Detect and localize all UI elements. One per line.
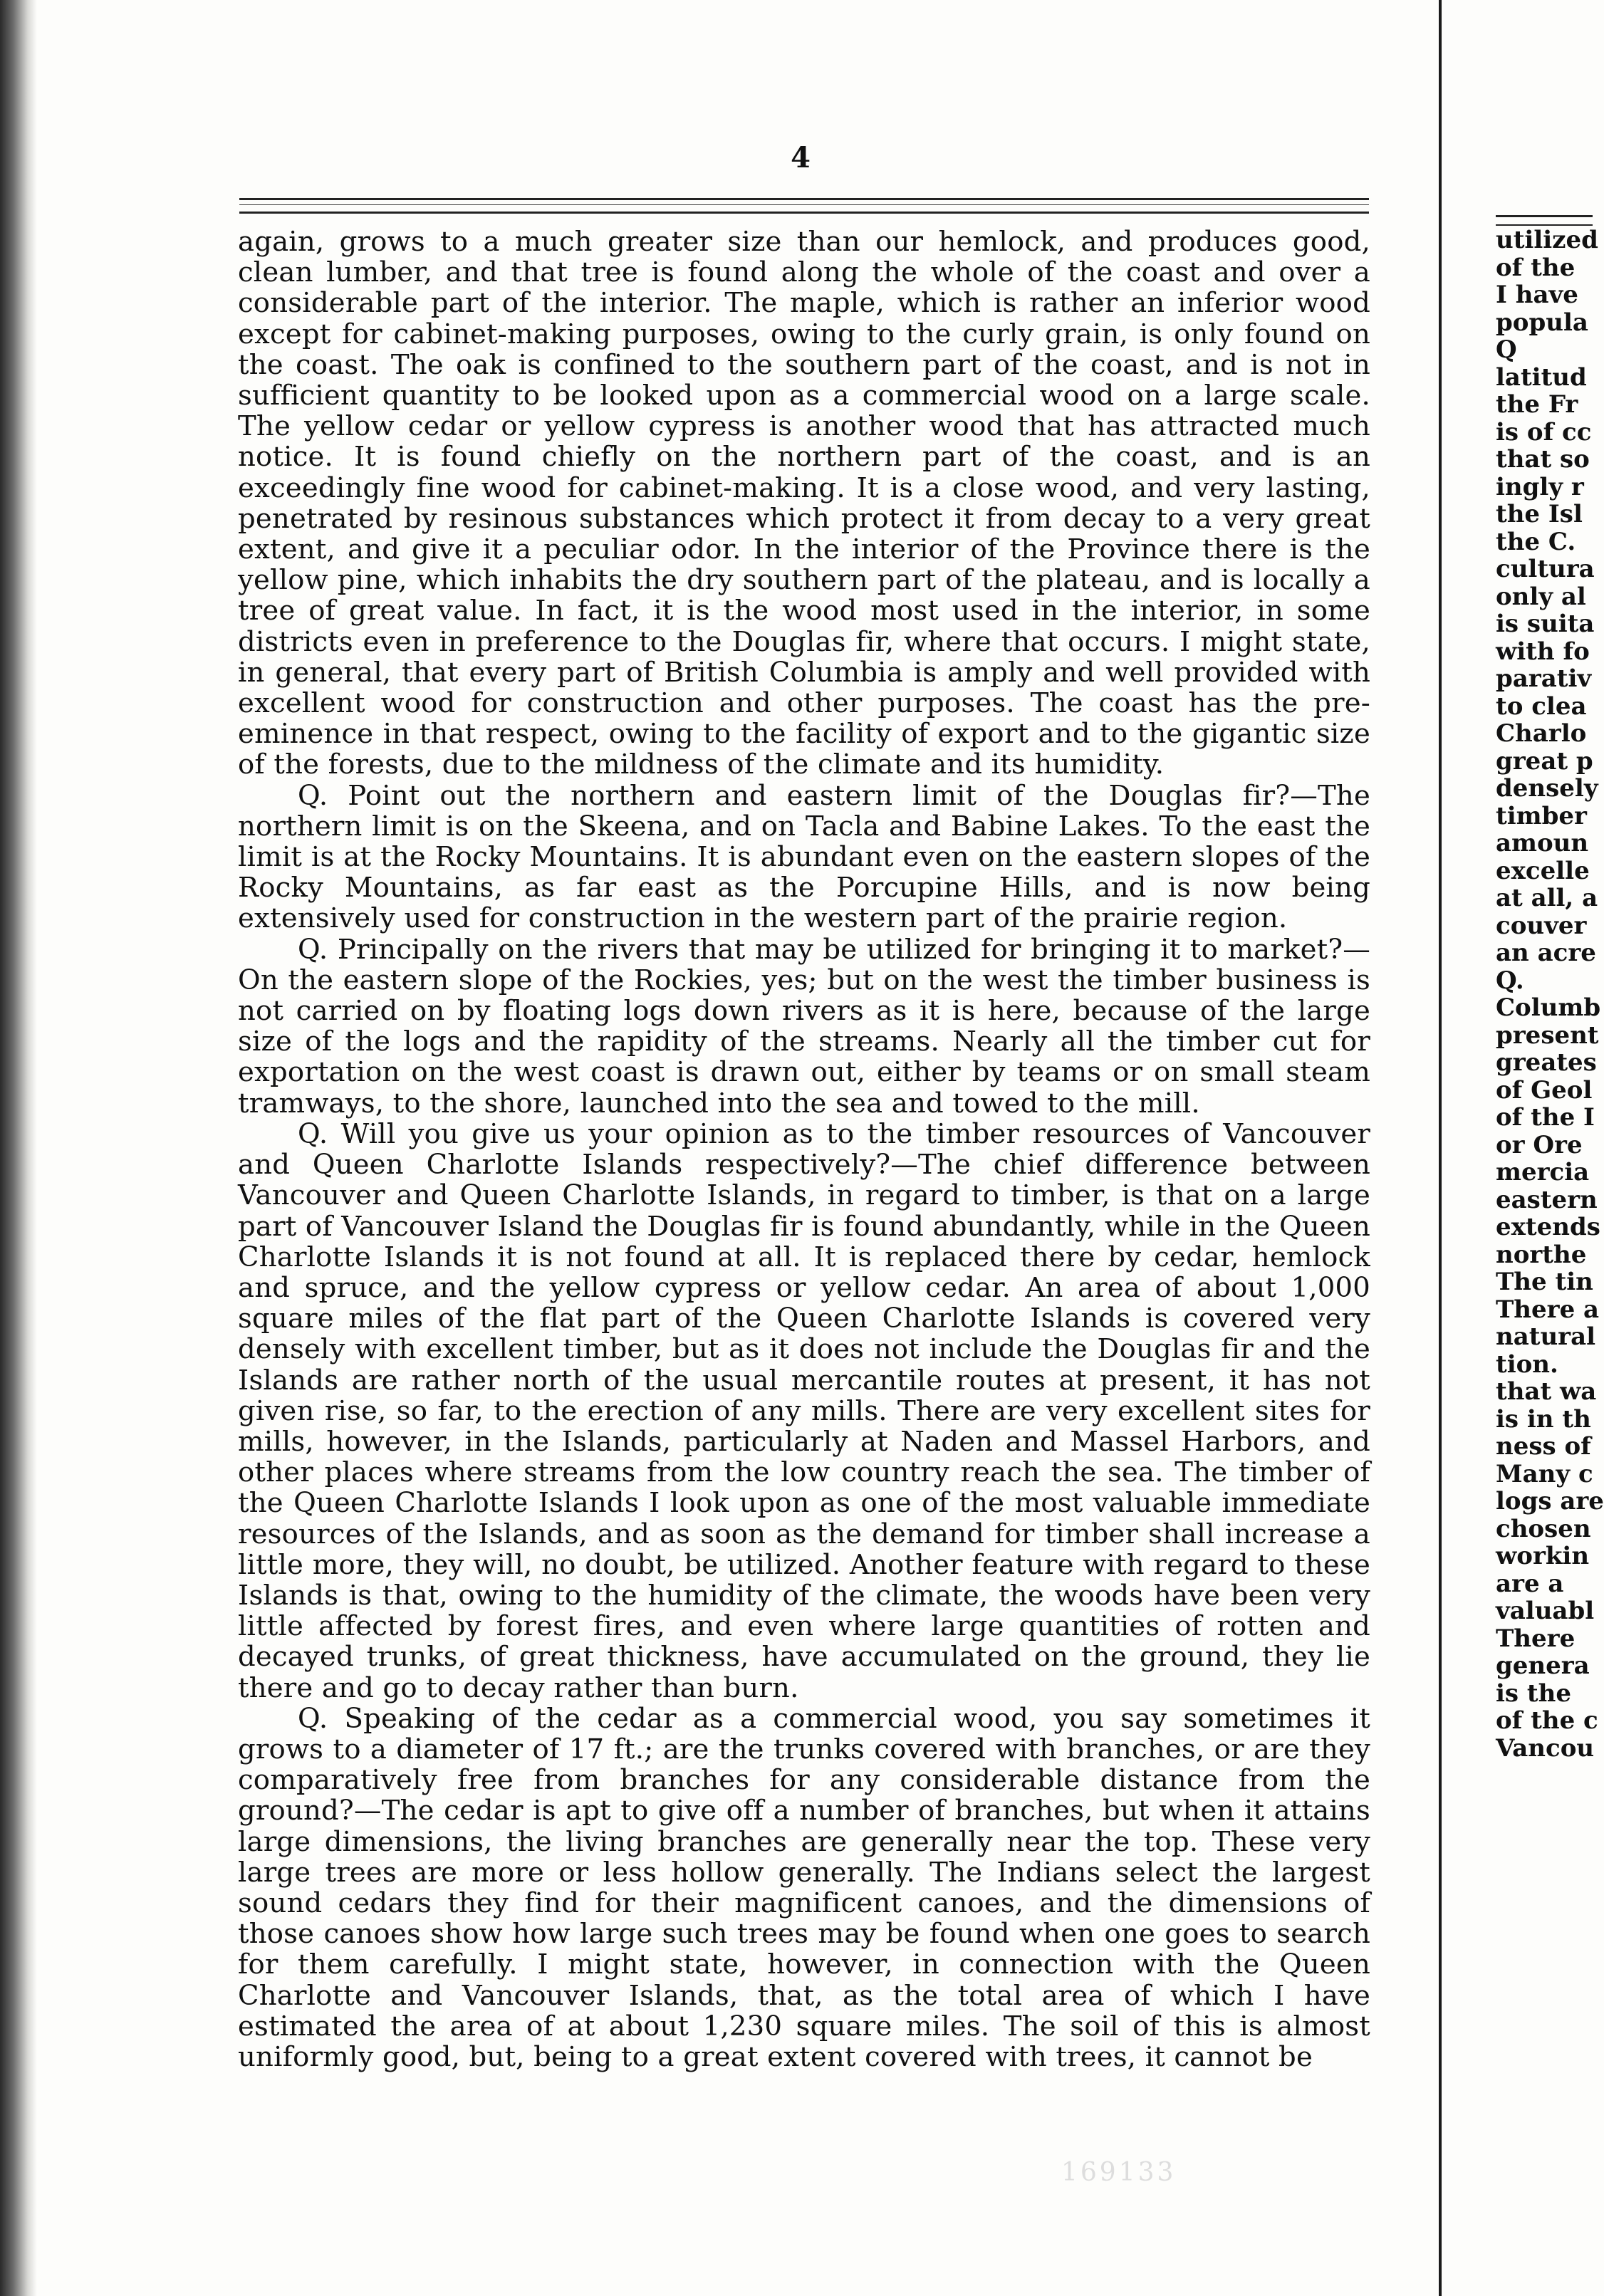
adjacent-page-line: tion. — [1496, 1350, 1558, 1379]
adjacent-page-line: ingly r — [1496, 472, 1584, 501]
adjacent-page-line: with fo — [1496, 637, 1590, 666]
adjacent-page-line: is of cc — [1496, 417, 1592, 447]
adjacent-page-line: Charlo — [1496, 719, 1587, 748]
column-gutter — [1439, 0, 1442, 2296]
continued-paragraph: again, grows to a much greater size than our hemlock, and produces good, clean lumber, and that tree is found along the whole of the coast and over a considerable part of the interior. The maple, which is rather an inferior wood except for cabinet-making purposes, owing to the curly grain, is only found on the coast. The oak is confined to the southern part of the coast, and is not in sufficient quantity to be looked upon as a commercial wood on a large scale. The yellow cedar or yellow cypress is another wood that has attracted much notice. It is found chiefly on the northern part of the coast, and is an exceedingly fine wood for cabinet-making. It is a close wood, and very lasting, penetrated by resinous substances which protect it from decay to a very great extent, and give it a peculiar odor. In the interior of the Province there is the yellow pine, which inhabits the dry southern part of the plateau, and is locally a tree of great value. In fact, it is the wood most used in the interior, in some districts even in preference to the Douglas fir, where that occurs. I might state, in general, that every part of British Columbia is amply and well provided with excellent wood for construction and other purposes. The coast has the pre-eminence in that respect, owing to the facility of export and to the gigantic size of the forests, due to the mildness of the climate and its humidity. — [238, 226, 1370, 781]
adjacent-page-line: valuabl — [1496, 1597, 1595, 1625]
adjacent-page-line: There — [1496, 1624, 1576, 1653]
adjacent-page-line: present — [1496, 1021, 1599, 1050]
adjacent-page-line: Columb — [1496, 993, 1601, 1022]
adjacent-page-line: excelle — [1496, 856, 1590, 885]
adjacent-page-line: chosen — [1496, 1514, 1591, 1543]
adjacent-page-line: Q — [1496, 335, 1517, 364]
adjacent-page-line: natural — [1496, 1322, 1596, 1351]
header-rule — [239, 198, 1369, 214]
adjacent-page-line: at all, a — [1496, 884, 1598, 912]
adjacent-page-line: parativ — [1496, 664, 1592, 693]
adjacent-page-line: northe — [1496, 1240, 1587, 1269]
adjacent-page-line: Many c — [1496, 1459, 1593, 1488]
question-paragraph: Q. Principally on the rivers that may be utilized for bringing it to market?—On the eastern slope of the Rockies, yes; but on the west the timber business is not carried on by floating logs down rivers as it is here, because of the large size of the logs and the rapidity of the streams. Nearly all the timber cut for exportation on the west coast is drawn out, either by teams or on small steam tramways, to the shore, launched into the sea and towed to the mill. — [238, 933, 1370, 1120]
adjacent-page-rule — [1496, 215, 1593, 226]
adjacent-page-line: timber — [1496, 801, 1587, 830]
adjacent-page-line: densely — [1496, 774, 1598, 803]
adjacent-page-line: I have — [1496, 281, 1578, 309]
adjacent-page-line: amoun — [1496, 829, 1589, 857]
adjacent-page-line: greates — [1496, 1048, 1597, 1077]
adjacent-page-line: popula — [1496, 308, 1588, 337]
adjacent-page-line: is in th — [1496, 1404, 1591, 1434]
adjacent-page-line: is the — [1496, 1679, 1571, 1708]
adjacent-page-line: The tin — [1496, 1268, 1593, 1296]
adjacent-page-line: only al — [1496, 582, 1586, 611]
question-paragraph: Q. Speaking of the cedar as a commercial wood, you say sometimes it grows to a diameter of 17 ft.; are the trunks covered with branches, or are they comparatively free from branches for any considerable distance from the ground?—The cedar is apt to give off a number of branches, but when it attains large dimensions, the living branches are generally near the top. These very large trees are more or less hollow generally. The Indians select the largest sound cedars they find for their magnificent canoes, and the dimensions of those canoes show how large such trees may be found when one goes to search for them carefully. I might state, however, in connection with the Queen Charlotte and Vancouver Islands, that, as the total area of which I have estimated the area of at about 1,230 square miles. The soil of this is almost uniformly good, but, being to a great extent covered with trees, it cannot be — [238, 1702, 1370, 2073]
adjacent-page-line: to clea — [1496, 692, 1587, 721]
adjacent-page-line: genera — [1496, 1651, 1590, 1680]
adjacent-page-line: couver — [1496, 911, 1587, 940]
adjacent-page-line: the Fr — [1496, 390, 1578, 419]
adjacent-page-line: There a — [1496, 1295, 1600, 1324]
faint-stamp: 169133 — [1061, 2158, 1177, 2187]
adjacent-page-line: of the — [1496, 253, 1576, 282]
question-paragraph: Q. Point out the northern and eastern limit of the Douglas fir?—The northern limit is on the Skeena, and on Tacla and Babine Lakes. To the east the limit is at the Rocky Mountains. It is abundant even on the eastern slopes of the Rocky Mountains, as far east as the Porcupine Hills, and is now being extensively used for construction in the western part of the prairie region. — [238, 779, 1370, 935]
adjacent-page-line: is suita — [1496, 610, 1595, 638]
adjacent-page-line: eastern — [1496, 1185, 1598, 1214]
adjacent-page-line: that wa — [1496, 1377, 1597, 1406]
adjacent-page-line: of the I — [1496, 1103, 1595, 1132]
question-paragraph: Q. Will you give us your opinion as to the timber resources of Vancouver and Queen Charlotte Islands respectively?—The chief difference between Vancouver and Queen Charlotte Islands, in regard to timber, is that on a large part of Vancouver Island the Douglas fir is found abundantly, while in the Queen Charlotte Islands it is not found at all. It is replaced there by cedar, hemlock and spruce, and the yellow cypress or yellow cedar. An area of about 1,000 square miles of the flat part of the Queen Charlotte Islands is covered very densely with excellent timber, but as it does not include the Douglas fir and the Islands are rather north of the usual mercantile routes at present, it has not given rise, so far, to the erection of any mills. There are very excellent sites for mills, however, in the Islands, particularly at Naden and Massel Harbors, and other places where streams from the low country reach the sea. The timber of the Queen Charlotte Islands I look upon as one of the most valuable immediate resources of the Islands, and as soon as the demand for timber shall increase a little more, they will, no doubt, be utilized. Another feature with regard to these Islands is that, owing to the humidity of the climate, the woods have been very little affected by forest fires, and even where large quantities of rotten and decayed trunks, of great thickness, have accumulated on the ground, they lie there and go to decay rather than burn. — [238, 1117, 1370, 1704]
adjacent-page-line: extends — [1496, 1213, 1600, 1241]
main-text-column — [238, 226, 1370, 2072]
scan-left-edge — [0, 0, 37, 2296]
adjacent-page-line: utilized — [1496, 226, 1598, 254]
adjacent-page-line: of Geol — [1496, 1075, 1593, 1105]
adjacent-page-line: are a — [1496, 1569, 1564, 1598]
adjacent-page-line: of the c — [1496, 1706, 1598, 1735]
adjacent-page-line: Vancou — [1496, 1733, 1595, 1763]
adjacent-page-line: mercia — [1496, 1158, 1590, 1186]
adjacent-page-line: that so — [1496, 445, 1590, 474]
adjacent-page-line: the Isl — [1496, 500, 1583, 528]
adjacent-page-line: or Ore — [1496, 1130, 1583, 1159]
adjacent-page-line: latitud — [1496, 362, 1587, 392]
adjacent-page-line: cultura — [1496, 555, 1595, 583]
page-number: 4 — [791, 141, 811, 174]
adjacent-page-line: great p — [1496, 746, 1593, 776]
adjacent-page-line: logs are — [1496, 1487, 1604, 1515]
adjacent-page-line: workin — [1496, 1542, 1590, 1570]
adjacent-page-line: ness of — [1496, 1432, 1591, 1461]
adjacent-page-line: an acre — [1496, 939, 1596, 967]
adjacent-page-line: Q. — [1496, 966, 1524, 995]
adjacent-page-column — [1496, 226, 1604, 1763]
adjacent-page-line: the C. — [1496, 527, 1576, 556]
